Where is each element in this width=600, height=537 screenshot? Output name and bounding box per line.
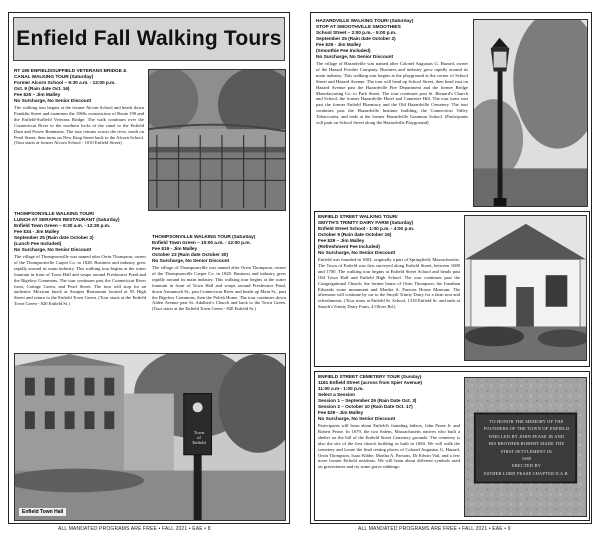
plaque-photo bbox=[464, 377, 587, 517]
plaque-inscription bbox=[477, 418, 576, 477]
thompsonville-surcharge: No Surcharge, No Senior Discount bbox=[152, 259, 230, 264]
bridge-photo-image bbox=[149, 70, 285, 210]
right-footer: ALL MANDATED PROGRAMS ARE FREE • FALL 2021 • EAE • 9 bbox=[358, 526, 511, 532]
plaque-line-8: ESTHER LORD PEASE CHAPTER D.A.R. bbox=[483, 470, 570, 476]
cemetery-body: Participants will learn about Enfield's founding fathers, John Pease Jr. and Robert Pease. In 1679, the two Salem, Massachusetts natives who built a shelter on the hill of the Enfield Street Cemetery grounds. The cemetery is also the site of the first church building as built in 1684. We will walk the cemetery and locate the final resting places of Colonel Augustus G. Hazard, Orrin Thompson, Isaac Kibbe, Martha A. Parsons, Dr Edwin Vail, and a few more former Enfield residents. We will learn about different symbols used on gravestones and try some grave rubbings. bbox=[318, 423, 460, 470]
cemetery-time: 11:00 a.m - 1:00 p.m. bbox=[318, 387, 364, 392]
thompsonville-lunch-article bbox=[14, 212, 146, 358]
rt190-surcharge: No Surcharge, No Senior Discount bbox=[14, 99, 92, 104]
enfield-street-date: October 9 (Rain date October 16) bbox=[318, 233, 392, 238]
thompsonville-date: October 23 (Rain date October 30) bbox=[152, 253, 228, 258]
hazardville-fee: Fee $29 - Jim Malley bbox=[316, 43, 362, 48]
hazardville-article bbox=[316, 19, 468, 207]
right-page bbox=[310, 12, 592, 524]
rt190-title-line-1: RT 190 ENFIELD/SUFFIELD VETERANS BRIDGE & bbox=[14, 69, 127, 74]
thompsonville-fee: Fee $19 - Jim Malley bbox=[152, 247, 198, 252]
cemetery-surcharge: No Surcharge, No Senior Discount bbox=[318, 417, 396, 422]
thompsonville-title: THOMPSONVILLE WALKING TOUR (Saturday) bbox=[152, 235, 256, 240]
bridge-photo bbox=[148, 69, 286, 211]
enfield-street-note: (Refreshment Fee Included) bbox=[318, 245, 380, 250]
dairy-house-photo bbox=[464, 215, 587, 361]
hazardville-date: September 25 (Rain date October 2) bbox=[316, 37, 396, 42]
enfield-street-surcharge: No Surcharge, No Senior Discount bbox=[318, 251, 396, 256]
hazardville-time: School Street – 2:00 p.m. - 5:00 p.m. bbox=[316, 31, 397, 36]
rt190-fee: Fee $25 – Jim Malley bbox=[14, 93, 61, 98]
lamppost-photo bbox=[473, 19, 588, 207]
hazardville-body: The village of Hazardville was named after Colonel Augustus G. Hazard, owner of the Hazard Powder Company. Business and industry grew rapidly around its main industry. This walking tour begins at the playground at the corner of School Street and Hazard Avenue. The tour will head up School Street, then head east on Hazard Avenue past the Hazardville Fire Department and the former Bridge Manufacturing Co. to Park Street. The tour continues past St. Bernard's Church and School, the former Hazardville Hotel and Cannister Hill. The tour turns east past the former Enfield Pharmacy and the Old Hazardville Cemetery. The tour continues past the Hazardville Institute building, the Connecticut Valley Tobacconist, and ends at the former Hazardville Grammar School. (Participants will park on School Street along the Hazardville Playground) bbox=[316, 61, 468, 126]
thompsonville-lunch-title-2: LUNCH AT SERAPES RESTAURANT (Saturday) bbox=[14, 218, 120, 223]
enfield-street-title-1: ENFIELD STREET WALKING TOUR/ bbox=[318, 215, 398, 220]
cemetery-article bbox=[318, 375, 460, 519]
thompsonville-lunch-note: (Lunch Fee Included) bbox=[14, 242, 62, 247]
cemetery-title: ENFIELD STREET CEMETERY TOUR (Sunday) bbox=[318, 375, 422, 380]
hazardville-note: (Smoothie Fee Included) bbox=[316, 49, 371, 54]
thompsonville-lunch-surcharge: No Surcharge, No Senior Discount bbox=[14, 248, 92, 253]
hazardville-surcharge: No Surcharge, No Senior Discount bbox=[316, 55, 394, 60]
rt190-article bbox=[14, 69, 144, 175]
plaque-line-6: 1680 bbox=[521, 456, 532, 462]
rt190-body: The walking tour begins at the former Alcorn School and heads down Franklin Street and examines the 1960s construction of Route 190 and the Enfield-Suffield Veterans Bridge. The walk continues over the Connecticut River to the northern locks of the canal to the Enfield Dam and Power Remnants. The tour returns across the river, north on Pearl Street, then turns on New King Street back to the Alcorn School. (Tour starts at former Alcorn School - 1010 Enfield Street) bbox=[14, 105, 144, 146]
town-hall-photo-image bbox=[15, 354, 285, 520]
town-hall-photo bbox=[14, 353, 286, 521]
enfield-street-article bbox=[318, 215, 460, 365]
thompsonville-lunch-body: The village of Thompsonville was named after Orrin Thompson, owner of the Thompsonville Carpet Co. in 1828. Business and industry grew rapidly around its main industry. This walking tour begins at the water fountain in front of Town Hall and wraps around Freshwater Pond and the Bigelow Commons. The tour continues past the Connecticut River front, Cottage Green, and Pearl Street. The tour will stop for an authentic Mexican lunch at Serapes Restaurant located at 95 High Street and return to the Enfield Town Green. (Tour starts at the Enfield Town Green - 820 Enfield St.) bbox=[14, 254, 146, 307]
rt190-date: Oct. 9 (Rain date Oct. 16) bbox=[14, 87, 70, 92]
thompsonville-lunch-title-1: THOMPSONVILLE WALKING TOUR/ bbox=[14, 212, 95, 217]
thompsonville-lunch-date: September 25 (Rain date October 2) bbox=[14, 236, 94, 241]
town-sign-line-2: of bbox=[197, 435, 201, 440]
town-sign-line-1: Town bbox=[193, 430, 205, 435]
left-page bbox=[8, 12, 290, 524]
hazardville-title-2: STOP AT SMOOTHVILLE SMOOTHIES bbox=[316, 25, 401, 30]
cemetery-select: Select a Session bbox=[318, 393, 356, 398]
thompsonville-time: Enfield Town Green – 10:00 a.m. - 12:00 p.m. bbox=[152, 241, 251, 246]
plaque-line-2: FOUNDERS OF THE TOWN OF ENFIELD bbox=[483, 426, 570, 432]
plaque-line-5: FIRST SETTLEMENT IN bbox=[501, 448, 552, 454]
thompsonville-lunch-fee: Fee $34 - Jim Malley bbox=[14, 230, 60, 235]
page-title: Enfield Fall Walking Tours bbox=[16, 27, 282, 50]
rt190-time: Former Alcorn School – 9:30 a.m. - 12:00 p.m. bbox=[14, 81, 116, 86]
rt190-title-line-2: CANAL WALKING TOUR (Saturday) bbox=[14, 75, 94, 80]
enfield-street-title-2: SMYTH'S TRINITY DAIRY FARM (Saturday) bbox=[318, 221, 414, 226]
thompsonville-article bbox=[152, 235, 286, 359]
thompsonville-body: The village of Thompsonville was named after Orrin Thompson, owner of the Thompsonville Carpet Co. in 1828. Business and industry grew rapidly around its main industry. This walking tour begins at the water fountain in front of Town Hall and wraps around Freshwater Pond, down Asnuntuck St., past Connecticut River and heads up Main St., past the Bigelow Commons, then the Polish Home. The tour continues down Alden Avenue past St. Adalbert's Church and back to the Town Green. (Tour starts at the Enfield Town Green - 820 Enfield St.) bbox=[152, 265, 286, 312]
enfield-street-body: Enfield was founded in 1683, originally a part of Springfield, Massachusetts. The Town of Enfield was first surveyed along Enfield Street, between 1680 and 1700. The walking tour begins at Enfield Street School and heads past Old Town Hall and Enfield High School. The tour continues past the Congregational Church, the former home of Orrin Thompson, the Jonathan Edwards stone monument and Martha A. Parsons House Museum. The afternoon will continue by car to the Smyth Trinity Dairy for a farm tour and refreshments. (Tour starts at Enfield St. School, 1318 Enfield St. and ends at Smyth's Trinity Dairy Farm, 4 Oliver Rd.) bbox=[318, 257, 460, 310]
cemetery-fee: Fee $29 - Jim Malley bbox=[318, 411, 364, 416]
cemetery-session-2: Session 2 – October 10 (Rain Date Oct. 17) bbox=[318, 405, 413, 410]
dairy-house-photo-image bbox=[465, 216, 586, 360]
plaque-line-3: WHO LED BY JOHN PEASE JR AND bbox=[488, 433, 565, 439]
cemetery-session-1: Session 1 – September 26 (Rain Date Oct. 3) bbox=[318, 399, 417, 404]
enfield-street-time: Enfield Street School - 1:00 p.m. - 4:00 p.m. bbox=[318, 227, 415, 232]
town-hall-caption: Enfield Town Hall bbox=[19, 508, 66, 516]
town-sign bbox=[187, 430, 211, 445]
plaque-line-7: ERECTED BY bbox=[512, 463, 541, 469]
plaque-line-1: TO HONOR THE MEMORY OF THE bbox=[489, 419, 564, 424]
left-footer: ALL MANDATED PROGRAMS ARE FREE • FALL 2021 • EAE • 8 bbox=[58, 526, 211, 532]
plaque-line-4: HIS BROTHER ROBERT MADE THE bbox=[488, 441, 565, 447]
hazardville-title-1: HAZARDVILLE WALKING TOUR/ (Saturday) bbox=[316, 19, 414, 24]
lamppost-photo-image bbox=[474, 20, 587, 206]
thompsonville-lunch-time: Enfield Town Green – 9:30 a.m. - 12:30 p.m. bbox=[14, 224, 111, 229]
cemetery-location: 1181 Enfield Street (across from Spier Avenue) bbox=[318, 381, 422, 386]
page-banner bbox=[13, 17, 285, 61]
enfield-street-fee: Fee $29 – Jim Malley bbox=[318, 239, 365, 244]
town-sign-line-3: Enfield bbox=[192, 440, 206, 445]
